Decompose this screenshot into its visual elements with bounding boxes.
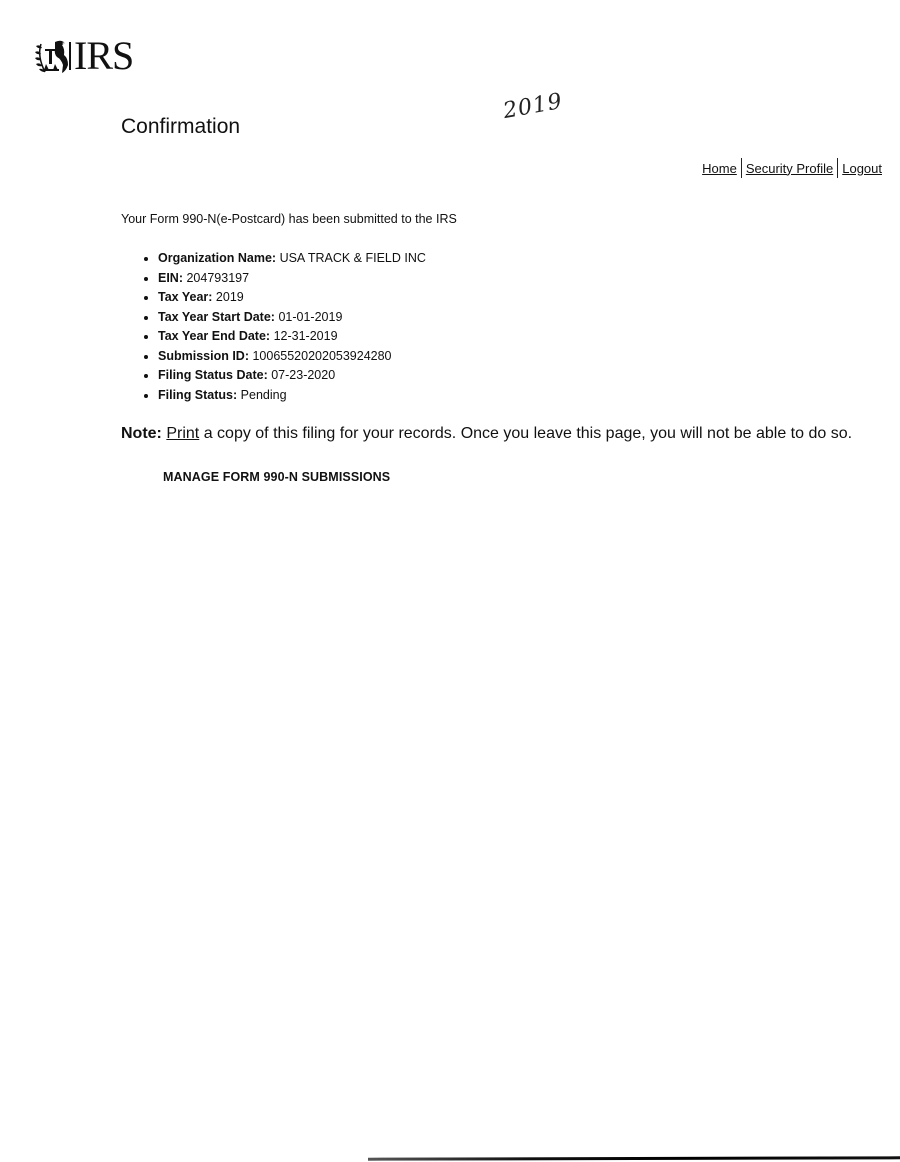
detail-value: 07-23-2020 [271, 368, 336, 382]
detail-value: 10065520202053924280 [252, 348, 392, 363]
detail-label: Tax Year End Date: [158, 329, 271, 343]
detail-organization-name [158, 249, 426, 269]
detail-value: 01-01-2019 [278, 309, 343, 324]
nav-home-link[interactable]: Home [702, 160, 737, 176]
detail-label: Filing Status: [158, 387, 238, 402]
print-link[interactable]: Print [166, 425, 200, 442]
detail-tax-year [158, 288, 426, 308]
print-note [121, 425, 852, 443]
handwritten-annotation: 2019 [501, 88, 565, 125]
detail-label: Organization Name: [158, 251, 277, 265]
scan-edge-line [368, 1156, 900, 1160]
detail-value: 12-31-2019 [273, 329, 338, 343]
detail-filing-status-date [158, 366, 426, 386]
irs-logo-text: IRS [74, 33, 134, 78]
detail-label: Tax Year: [158, 290, 213, 304]
detail-label: EIN: [158, 270, 183, 285]
submission-confirmation-message: Your Form 990-N(e-Postcard) has been submitted to the IRS [121, 212, 457, 226]
detail-label: Tax Year Start Date: [158, 309, 275, 324]
filing-details-list [139, 249, 426, 405]
nav-security-profile-link[interactable]: Security Profile [745, 160, 834, 176]
page-title: Confirmation [121, 115, 241, 138]
top-navigation [698, 158, 886, 178]
note-label: Note: [121, 425, 162, 442]
detail-ein [158, 269, 426, 289]
detail-value: Pending [240, 387, 287, 402]
detail-filing-status [158, 386, 426, 406]
irs-eagle-icon [33, 38, 73, 74]
detail-submission-id [158, 347, 426, 367]
detail-value: 2019 [215, 290, 244, 304]
detail-value: USA TRACK & FIELD INC [279, 251, 426, 265]
note-text: a copy of this filing for your records. Once you leave this page, you will not be able to do so. [199, 425, 853, 442]
detail-label: Submission ID: [158, 348, 249, 363]
detail-tax-year-end-date [158, 327, 426, 347]
detail-tax-year-start-date [158, 308, 426, 328]
detail-label: Filing Status Date: [158, 368, 268, 382]
manage-submissions-link[interactable]: MANAGE FORM 990-N SUBMISSIONS [163, 470, 391, 484]
irs-logo [33, 33, 134, 78]
nav-logout-link[interactable]: Logout [842, 160, 882, 176]
detail-value: 204793197 [186, 270, 250, 285]
